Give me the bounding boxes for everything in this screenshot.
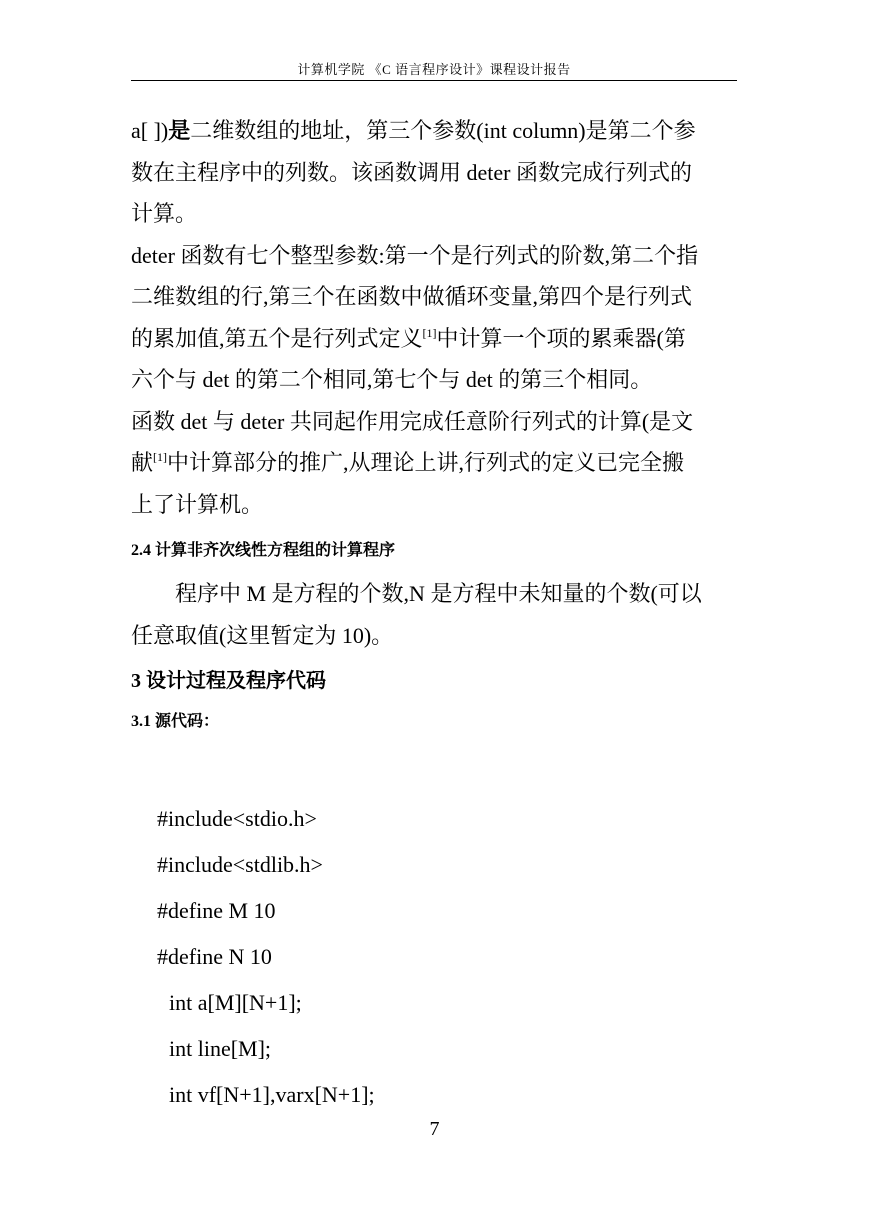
text-line — [131, 442, 737, 484]
text-run-bold: 是 — [168, 118, 191, 143]
text-line: 程序中 M 是方程的个数,N 是方程中未知量的个数(可以 — [175, 581, 702, 606]
paragraph-det-parameters — [131, 110, 737, 235]
code-line: int vf[N+1],varx[N+1]; — [169, 1082, 375, 1107]
page-number: 7 — [429, 1118, 440, 1140]
code-line: int line[M]; — [169, 1036, 272, 1061]
citation-reference: [1] — [153, 450, 168, 464]
text-line: 任意取值(这里暂定为 10)。 — [131, 622, 394, 648]
code-line: int a[M][N+1]; — [169, 990, 302, 1015]
header-rule — [131, 80, 737, 81]
code-line: #include<stdlib.h> — [157, 852, 323, 877]
section-heading-3-1: 3.1 源代码： — [131, 713, 220, 730]
citation-reference: [1] — [422, 325, 437, 340]
code-line: #define M 10 — [157, 898, 276, 923]
text-run: 二维数组的地址，第三个参数(int column)是第二个参 — [190, 118, 696, 143]
section-heading-3: 3 设计过程及程序代码 — [131, 670, 326, 692]
text-line — [131, 318, 737, 360]
source-code-block — [157, 796, 375, 1118]
text-line: 六个与 det 的第二个相同,第七个与 det 的第三个相同。 — [131, 367, 653, 392]
paragraph-equation-program — [131, 573, 737, 656]
text-line: 二维数组的行,第三个在函数中做循环变量,第四个是行列式 — [131, 284, 693, 309]
code-line: #define N 10 — [157, 944, 272, 969]
text-line: 上了计算机。 — [131, 491, 264, 517]
text-line: 计算。 — [131, 201, 198, 226]
running-header: 计算机学院 《C 语言程序设计》课程设计报告 — [297, 62, 571, 77]
text-line: 函数 det 与 deter 共同起作用完成任意阶行列式的计算(是文 — [131, 408, 694, 434]
text-run: 中计算部分的推广,从理论上讲,行列式的定义已完全搬 — [167, 450, 685, 475]
section-heading-2-4: 2.4 计算非齐次线性方程组的计算程序 — [131, 542, 396, 559]
text-run: a[ ]) — [131, 118, 169, 143]
code-line: #include<stdio.h> — [157, 806, 317, 831]
paragraph-det-deter-summary — [131, 401, 737, 526]
text-line: 数在主程序中的列数。该函数调用 deter 函数完成行列式的 — [131, 159, 692, 185]
text-line — [131, 110, 737, 152]
text-run: 的累加值,第五个是行列式定义 — [131, 325, 423, 351]
text-line: deter 函数有七个整型参数:第一个是行列式的阶数,第二个指 — [131, 242, 699, 268]
paragraph-deter-parameters — [131, 235, 737, 401]
page-body — [131, 110, 737, 744]
text-run: 中计算一个项的累乘器(第 — [436, 325, 686, 351]
text-run: 献 — [131, 450, 154, 475]
